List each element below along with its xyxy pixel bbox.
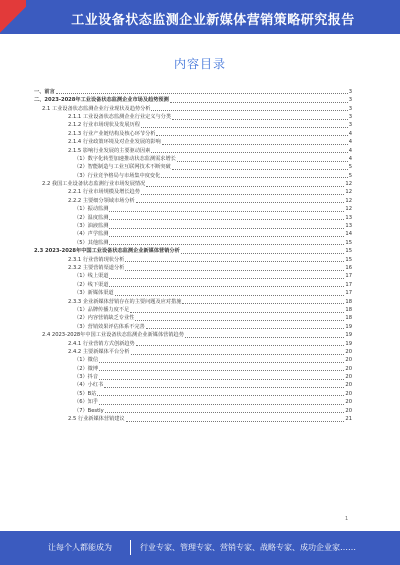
toc-leader-dots <box>99 370 344 371</box>
header-banner <box>0 0 400 34</box>
toc-leader-dots <box>126 421 345 422</box>
toc-entry-title: （3）行业竞争格局与市场集中度变化 <box>74 172 161 179</box>
toc-entry[interactable] <box>34 188 352 196</box>
toc-entry-title: （3）营销效果评估体系不完善 <box>74 323 145 330</box>
toc-entry-title: 二、2023-2028年工业设备状态监测企业市场及趋势预测 <box>34 97 169 104</box>
toc-entry-page: 17 <box>345 273 352 280</box>
report-title: 工业设备状态监测企业新媒体营销策略研究报告 <box>71 13 355 28</box>
toc-leader-dots <box>136 202 345 203</box>
toc-leader-dots <box>182 303 344 304</box>
toc-entry-page: 12 <box>345 189 352 196</box>
toc-leader-dots <box>125 261 344 262</box>
toc-entry[interactable] <box>34 347 352 355</box>
toc-entry-page: 16 <box>345 265 352 271</box>
toc-leader-dots <box>141 127 348 128</box>
toc-entry[interactable] <box>34 196 352 204</box>
toc-entry[interactable] <box>34 163 352 171</box>
toc-entry-page: 20 <box>345 407 352 414</box>
toc-entry-title: 2.3.3 企业新媒体营销存在的主要问题及应对措施 <box>68 298 182 305</box>
toc-entry-page: 12 <box>345 197 352 204</box>
toc-entry-title: 2.4 2023-2028年中国工业设备状态监测企业新媒体营销趋势 <box>42 332 184 339</box>
toc-entry[interactable] <box>34 221 352 229</box>
toc-leader-dots <box>185 337 344 338</box>
toc-entry[interactable] <box>34 381 352 389</box>
toc-entry-page: 20 <box>345 365 352 372</box>
toc-entry[interactable] <box>34 356 352 364</box>
toc-entry[interactable] <box>34 272 352 280</box>
toc-entry-title: （2）线下渠道 <box>74 281 109 288</box>
footer-banner <box>0 531 400 565</box>
toc-entry-page: 15 <box>345 256 352 263</box>
toc-entry-title: （6）知乎 <box>74 399 99 406</box>
toc-entry-page: 20 <box>345 382 352 389</box>
toc-entry-title: （7）Bestly <box>74 407 104 414</box>
toc-entry-title: （2）温度监测 <box>74 214 109 221</box>
table-of-contents <box>34 87 352 423</box>
toc-entry[interactable] <box>34 280 352 288</box>
toc-entry[interactable] <box>34 137 352 145</box>
toc-entry-page: 18 <box>345 315 352 322</box>
toc-entry-title: 2.1.4 行业政策环境及对企业发展的影响 <box>68 139 161 146</box>
toc-entry-title: 2.1 工业设备状态监测企业行业现状及趋势分析 <box>42 105 151 112</box>
toc-leader-dots <box>170 102 348 103</box>
toc-entry[interactable] <box>34 288 352 296</box>
toc-entry-page: 4 <box>348 130 352 137</box>
toc-leader-dots <box>109 211 344 212</box>
toc-entry-page: 20 <box>345 399 352 406</box>
toc-entry-page: 3 <box>348 122 352 129</box>
toc-leader-dots <box>162 144 348 145</box>
toc-entry-title: （1）线上渠道 <box>74 273 109 280</box>
toc-heading: 内容目录 <box>173 57 226 71</box>
toc-entry-page: 15 <box>345 239 352 246</box>
toc-entry-page: 3 <box>348 113 352 120</box>
toc-entry[interactable] <box>34 255 352 263</box>
toc-entry-title: 2.3.1 行业营销现状分析 <box>68 256 125 263</box>
toc-leader-dots <box>131 354 345 355</box>
toc-leader-dots <box>99 362 344 363</box>
toc-entry[interactable] <box>34 104 352 112</box>
toc-leader-dots <box>99 379 344 380</box>
toc-entry-page: 4 <box>348 147 352 154</box>
toc-entry[interactable] <box>34 305 352 313</box>
toc-entry-page: 12 <box>345 181 352 188</box>
toc-entry-title: 2.3.2 主要营销渠道分析 <box>68 265 125 271</box>
toc-entry-page: 20 <box>345 374 352 381</box>
toc-entry-page: 20 <box>345 390 352 397</box>
toc-entry[interactable] <box>34 372 352 380</box>
toc-entry-page: 5 <box>348 172 352 179</box>
toc-entry-page: 5 <box>348 164 352 171</box>
toc-entry[interactable] <box>34 397 352 405</box>
toc-entry-title: （1）振动监测 <box>74 206 109 213</box>
toc-entry-title: 2.1.5 影响行业发展的主要驱动因素 <box>68 147 151 154</box>
toc-leader-dots <box>146 186 344 187</box>
toc-entry[interactable] <box>34 179 352 187</box>
toc-leader-dots <box>151 152 347 153</box>
toc-entry-page: 14 <box>345 231 352 238</box>
toc-entry[interactable] <box>34 263 352 271</box>
toc-entry[interactable] <box>34 230 352 238</box>
toc-entry-title: （2）智能制造与工业互联网技术不断突破 <box>74 164 171 171</box>
toc-entry-title: （1）数字化转型加速推动状态监测需求增长 <box>74 155 176 162</box>
toc-entry-page: 20 <box>345 357 352 364</box>
toc-entry-title: 2.4.1 行业营销方式创新趋势 <box>68 340 135 347</box>
toc-leader-dots <box>109 244 344 245</box>
toc-entry[interactable] <box>34 246 352 254</box>
toc-leader-dots <box>135 320 344 321</box>
toc-entry-page: 4 <box>348 155 352 162</box>
toc-entry-title: （4）声学监测 <box>74 231 109 238</box>
toc-entry-title: 2.2.1 行业市场规模及增长趋势 <box>68 189 140 196</box>
toc-entry[interactable] <box>34 322 352 330</box>
toc-entry-title: （5）B站 <box>74 390 97 397</box>
header-accent-stripe <box>0 0 26 34</box>
toc-entry-title: （3）抖音 <box>74 374 99 381</box>
toc-entry-title: 2.4.2 主要新媒体平台分析 <box>68 348 130 355</box>
toc-leader-dots <box>56 93 348 94</box>
toc-entry-page: 19 <box>345 323 352 330</box>
toc-leader-dots <box>141 194 344 195</box>
toc-leader-dots <box>99 404 344 405</box>
toc-leader-dots <box>115 295 345 296</box>
toc-entry-title: （1）品牌传播力度不足 <box>74 306 130 313</box>
toc-entry[interactable] <box>34 154 352 162</box>
toc-entry[interactable] <box>34 314 352 322</box>
toc-leader-dots <box>97 395 344 396</box>
toc-entry-page: 17 <box>345 281 352 288</box>
toc-entry-title: 一、前言 <box>34 88 55 95</box>
toc-leader-dots <box>172 119 348 120</box>
toc-entry-page: 20 <box>345 348 352 355</box>
toc-entry-title: 2.5 行业新媒体营销建议 <box>68 416 125 423</box>
toc-entry-page: 19 <box>345 332 352 339</box>
toc-entry-title: （5）其他监测 <box>74 239 109 246</box>
toc-entry[interactable] <box>34 87 352 95</box>
toc-entry-page: 13 <box>345 223 352 230</box>
toc-leader-dots <box>109 236 344 237</box>
footer-slogan-left: 让每个人都能成为 <box>48 543 112 552</box>
toc-entry[interactable] <box>34 389 352 397</box>
toc-leader-dots <box>161 177 347 178</box>
toc-entry[interactable] <box>34 112 352 120</box>
toc-leader-dots <box>109 228 344 229</box>
toc-entry-title: 2.2 我国工业设备状态监测行业市场发展情况 <box>42 181 146 188</box>
toc-leader-dots <box>109 278 344 279</box>
toc-entry-page: 18 <box>345 298 352 305</box>
toc-leader-dots <box>109 219 344 220</box>
toc-entry[interactable] <box>34 238 352 246</box>
toc-entry[interactable] <box>34 339 352 347</box>
toc-entry[interactable] <box>34 330 352 338</box>
toc-leader-dots <box>156 135 347 136</box>
toc-entry[interactable] <box>34 204 352 212</box>
toc-entry-title: （2）微博 <box>74 365 99 372</box>
toc-leader-dots <box>151 110 347 111</box>
toc-entry-page: 13 <box>345 214 352 221</box>
toc-leader-dots <box>105 412 345 413</box>
toc-entry-page: 4 <box>348 139 352 146</box>
toc-entry[interactable] <box>34 364 352 372</box>
toc-entry[interactable] <box>34 213 352 221</box>
toc-entry[interactable] <box>34 406 352 414</box>
toc-entry-title: 2.3 2023-2028年中国工业设备状态监测企业新媒体营销分析 <box>34 248 180 255</box>
toc-entry-page: 3 <box>348 105 352 112</box>
toc-leader-dots <box>146 328 345 329</box>
toc-entry[interactable] <box>34 121 352 129</box>
toc-entry[interactable] <box>34 414 352 422</box>
toc-leader-dots <box>130 312 344 313</box>
toc-entry-page: 3 <box>348 97 352 104</box>
toc-leader-dots <box>181 253 345 254</box>
toc-leader-dots <box>109 286 344 287</box>
toc-entry-title: 2.2.2 主要细分领域市场分析 <box>68 197 135 204</box>
toc-entry-page: 21 <box>345 416 352 423</box>
toc-entry[interactable] <box>34 95 352 103</box>
toc-entry-page: 15 <box>345 248 352 255</box>
toc-entry-page: 19 <box>345 340 352 347</box>
toc-entry-page: 3 <box>348 88 352 95</box>
toc-entry-title: （4）小红书 <box>74 382 104 389</box>
toc-entry-title: （3）新媒体渠道 <box>74 290 114 297</box>
toc-leader-dots <box>104 387 344 388</box>
toc-entry-title: 2.1.1 工业设备状态监测企业行业定义与分类 <box>68 113 172 120</box>
toc-leader-dots <box>177 161 348 162</box>
toc-leader-dots <box>136 345 345 346</box>
toc-entry[interactable] <box>34 171 352 179</box>
toc-entry-page: 17 <box>345 290 352 297</box>
toc-entry-title: （2）内容营销缺乏专业性 <box>74 315 135 322</box>
page-marker: 1 <box>345 516 349 522</box>
footer-slogan-right: 行业专家、管理专家、营销专家、战略专家、成功企业家…… <box>140 543 356 552</box>
toc-entry[interactable] <box>34 146 352 154</box>
toc-entry-title: 2.1.2 行业市场现状及发展历程 <box>68 122 140 129</box>
toc-leader-dots <box>125 270 344 271</box>
toc-entry[interactable] <box>34 129 352 137</box>
toc-entry-page: 12 <box>345 206 352 213</box>
toc-entry[interactable] <box>34 297 352 305</box>
toc-entry-title: （3）油液监测 <box>74 223 109 230</box>
toc-entry-title: 2.1.3 行业产业链结构及核心环节分析 <box>68 130 156 137</box>
toc-entry-page: 18 <box>345 306 352 313</box>
footer-divider <box>130 540 131 555</box>
toc-leader-dots <box>172 169 348 170</box>
toc-entry-title: （1）微信 <box>74 357 99 364</box>
